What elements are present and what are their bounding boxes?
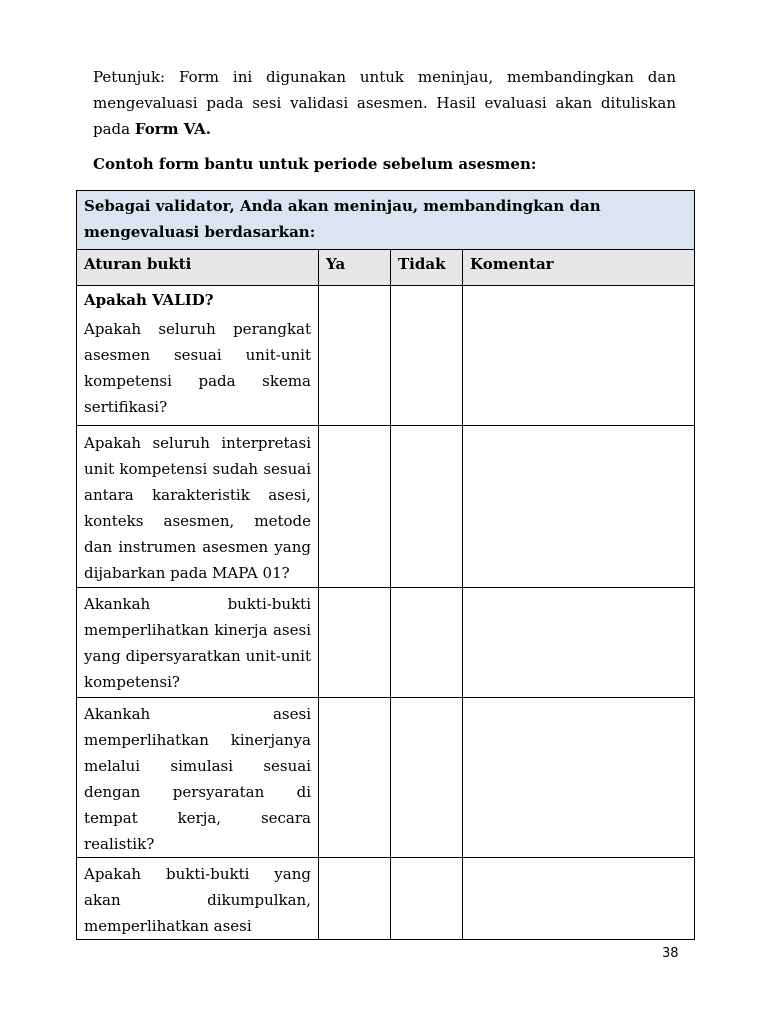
question-cell: [77, 858, 319, 940]
question-cell: [77, 588, 319, 698]
column-header-komentar: Komentar: [463, 250, 695, 286]
ya-cell[interactable]: [319, 426, 391, 588]
page-number: 38: [662, 946, 679, 961]
tidak-cell[interactable]: [391, 426, 463, 588]
validation-form-table: [76, 190, 695, 940]
question-cell: [77, 698, 319, 858]
tidak-cell[interactable]: [391, 698, 463, 858]
column-header-ya: Ya: [319, 250, 391, 286]
question-text: Apakah seluruh interpretasi unit kompetensi sudah sesuai antara karakteristik asesi, konteks asesmen, metode dan instrumen asesmen yang dijabarkan pada MAPA 01?: [84, 434, 311, 582]
komentar-cell[interactable]: [463, 858, 695, 940]
table-row: [77, 698, 695, 858]
question-cell: [77, 426, 319, 588]
table-row: [77, 286, 695, 426]
question-text: Akankah asesi memperlihatkan kinerjanya melalui simulasi sesuai dengan persyaratan di tempat kerja, secara realistik?: [84, 705, 311, 853]
question-text: Akankah bukti-bukti memperlihatkan kinerja asesi yang dipersyaratkan unit-unit kompetensi?: [84, 595, 311, 691]
komentar-cell[interactable]: [463, 588, 695, 698]
tidak-cell[interactable]: [391, 588, 463, 698]
instructions-text: Petunjuk: Form ini digunakan untuk meninjau, membandingkan dan mengevaluasi pada sesi validasi asesmen. Hasil evaluasi akan dituliskan pada: [93, 68, 676, 138]
table-row: [77, 426, 695, 588]
column-header-aturan-bukti: Aturan bukti: [77, 250, 319, 286]
ya-cell[interactable]: [319, 286, 391, 426]
ya-cell[interactable]: [319, 588, 391, 698]
section-heading: Contoh form bantu untuk periode sebelum asesmen:: [93, 155, 537, 173]
ya-cell[interactable]: [319, 858, 391, 940]
table-row: [77, 588, 695, 698]
komentar-cell[interactable]: [463, 698, 695, 858]
komentar-cell[interactable]: [463, 426, 695, 588]
question-title: Apakah VALID?: [84, 291, 214, 309]
table-header: Sebagai validator, Anda akan meninjau, membandingkan dan mengevaluasi berdasarkan:: [77, 191, 695, 250]
ya-cell[interactable]: [319, 698, 391, 858]
table-row: [77, 858, 695, 940]
column-header-tidak: Tidak: [391, 250, 463, 286]
question-cell: [77, 286, 319, 426]
question-text: Apakah bukti-bukti yang akan dikumpulkan, memperlihatkan asesi: [84, 865, 311, 935]
tidak-cell[interactable]: [391, 286, 463, 426]
question-text: Apakah seluruh perangkat asesmen sesuai unit-unit kompetensi pada skema sertifikasi?: [84, 320, 311, 416]
komentar-cell[interactable]: [463, 286, 695, 426]
tidak-cell[interactable]: [391, 858, 463, 940]
instructions-paragraph: [93, 64, 676, 142]
form-va-reference: Form VA.: [134, 120, 212, 138]
